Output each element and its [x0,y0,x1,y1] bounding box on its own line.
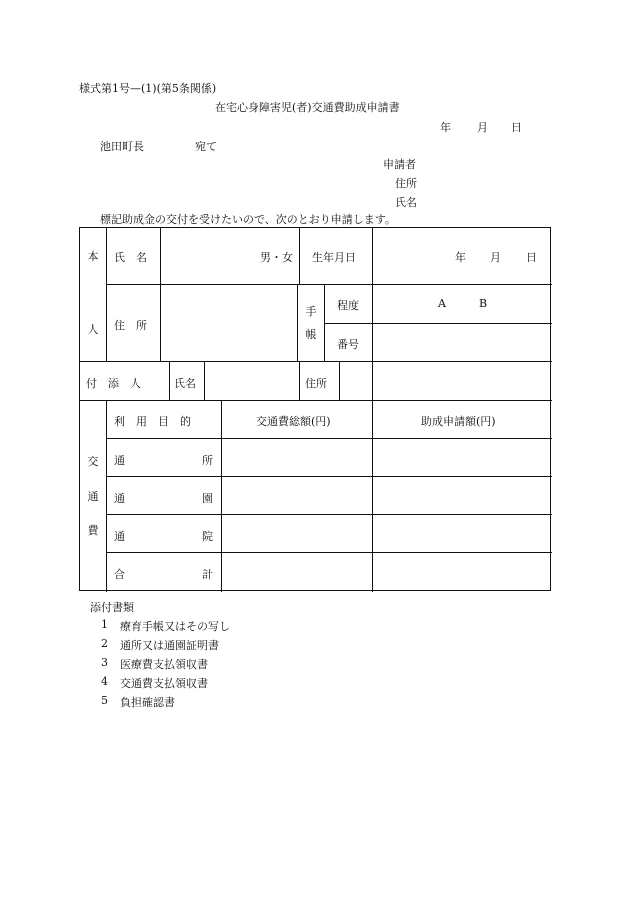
row-purpose-left: 合 [114,568,125,581]
subsidy-amount-header: 助成申請額(円) [421,415,496,428]
person-label-hon: 本 [87,250,99,263]
attachment-num: 1 [101,618,108,631]
row-purpose-left: 通 [114,454,125,467]
total-fare-field-tsusho[interactable] [226,442,368,472]
birth-day-label: 日 [526,251,537,264]
intro-text: 標記助成金の交付を受けたいので、次のとおり申請します。 [100,213,396,226]
address-label: 住 所 [114,319,147,332]
grade-label: 程度 [337,299,359,312]
row-purpose-right: 園 [202,492,213,505]
attachments-title: 添付書類 [90,601,134,614]
applicant-name-label: 氏名 [395,196,417,209]
attachment-num: 4 [101,675,108,688]
attendant-label: 付 添 人 [86,377,141,390]
number-label: 番号 [337,338,359,351]
applicant-label: 申請者 [383,158,416,171]
addressee-suffix: 宛て [195,140,217,153]
grade-b-option[interactable]: B [479,297,488,310]
attachment-num: 2 [101,637,108,650]
techo-label-cho: 帳 [305,328,317,341]
subsidy-field-tsuin[interactable] [376,518,548,548]
attendant-address-label: 住所 [305,377,327,390]
address-field[interactable] [164,288,294,358]
gender-selector[interactable]: 男・女 [260,251,293,264]
subsidy-field-sum[interactable] [376,556,548,588]
row-purpose-left: 通 [114,492,125,505]
row-purpose-right: 院 [202,530,213,543]
date-day-label: 日 [511,121,522,134]
applicant-address-label: 住所 [395,177,417,190]
koutsuhi-label-hi: 費 [87,524,99,537]
attendant-name-label: 氏名 [174,377,196,390]
row-purpose-right: 計 [202,568,213,581]
techo-label-te: 手 [305,305,317,318]
addressee: 池田町長 [100,140,144,153]
person-label-nin: 人 [87,323,99,336]
total-fare-field-tsuin[interactable] [226,518,368,548]
attendant-address-field[interactable] [343,365,548,397]
subsidy-field-tsusho[interactable] [376,442,548,472]
row-purpose-right: 所 [202,454,213,467]
attachment-text: 交通費支払領収書 [120,677,208,690]
birth-year-label: 年 [455,251,466,264]
total-fare-header: 交通費総額(円) [256,415,331,428]
birthdate-label: 生年月日 [312,251,356,264]
purpose-header: 利 用 目 的 [114,415,191,428]
document-title: 在宅心身障害児(者)交通費助成申請書 [215,101,400,114]
date-year-label: 年 [440,121,451,134]
attachment-text: 医療費支払領収書 [120,658,208,671]
grade-a-option[interactable]: A [438,297,446,310]
form-number: 様式第1号—(1)(第5条関係) [79,82,217,95]
total-fare-field-sum[interactable] [226,556,368,588]
attachment-text: 療育手帳又はその写し [120,620,230,633]
row-purpose-left: 通 [114,530,125,543]
attachment-num: 5 [101,694,108,707]
attachment-text: 負担確認書 [120,696,175,709]
total-fare-field-tsuen[interactable] [226,480,368,510]
techo-number-field[interactable] [376,326,548,358]
application-form-table [79,227,551,591]
name-label: 氏 名 [114,251,147,264]
koutsuhi-label-tsu: 通 [87,490,99,503]
attendant-name-field[interactable] [208,365,296,397]
attachment-text: 通所又は通園証明書 [120,639,219,652]
subsidy-field-tsuen[interactable] [376,480,548,510]
birth-month-label: 月 [490,251,501,264]
koutsuhi-label-kou: 交 [87,455,99,468]
attachment-num: 3 [101,656,108,669]
date-month-label: 月 [477,121,488,134]
